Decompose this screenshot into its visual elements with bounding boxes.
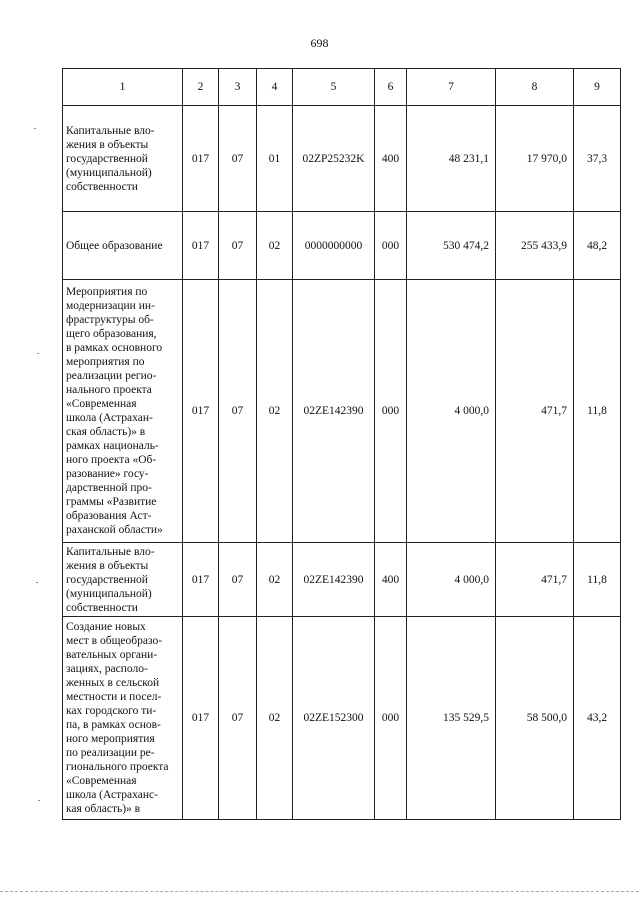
description-line: жения в объекты [66,138,149,151]
description-line: женных в сельской [66,677,160,689]
table-row [63,212,621,280]
description-line: (муниципальной) [66,587,152,600]
description-line: граммы «Развитие [66,496,157,508]
executed-amount-cell: 255 433,9 [496,212,574,280]
header-cell: 2 [183,69,219,106]
description-line: реализации регио- [66,370,157,382]
description-line: вательных органи- [66,649,158,661]
header-cell: 5 [293,69,375,106]
description-line: ках городского ти- [66,705,157,717]
description-line: зациях, располо- [66,663,148,675]
description-line: Создание новых [66,621,146,633]
plan-amount-cell: 4 000,0 [407,543,496,617]
scan-speck [37,353,39,354]
target-article-cell: 02ZE142390 [293,543,375,617]
description-line: по реализации ре- [66,747,155,759]
budget-table [62,68,621,820]
description-line: ного проекта «Об- [66,454,157,466]
description-cell [63,106,183,212]
percent-cell: 11,8 [574,280,621,543]
description-line: государственной [66,152,148,165]
ministry-code-cell: 017 [183,212,219,280]
description-line: щего образования, [66,328,157,340]
scan-speck [34,128,36,129]
executed-amount-cell: 58 500,0 [496,617,574,820]
ministry-code-cell: 017 [183,543,219,617]
description-line: в рамках основного [66,342,163,354]
target-article-cell: 02ZE152300 [293,617,375,820]
header-cell: 1 [63,69,183,106]
description-line: школа (Астраханс- [66,789,158,801]
executed-amount-cell: 17 970,0 [496,106,574,212]
expense-type-cell: 000 [375,212,407,280]
header-cell: 7 [407,69,496,106]
target-article-cell: 0000000000 [293,212,375,280]
description-line: па, в рамках основ- [66,719,161,731]
description-line: школа (Астрахан- [66,412,153,424]
table-row [63,543,621,617]
description-line: собственности [66,601,138,614]
ministry-code-cell: 017 [183,106,219,212]
table-row [63,106,621,212]
table-row [63,280,621,543]
scan-speck [36,582,38,583]
description-line: фраструктуры об- [66,314,154,326]
header-row [63,69,621,106]
description-line: собственности [66,180,138,193]
description-line: «Современная [66,775,137,787]
target-article-cell: 02ZE142390 [293,280,375,543]
ministry-code-cell: 017 [183,280,219,543]
percent-cell: 37,3 [574,106,621,212]
description-line: жения в объекты [66,559,149,572]
description-line: государственной [66,573,148,586]
table-row [63,617,621,820]
section-code-cell: 07 [219,617,257,820]
subsection-code-cell: 02 [257,543,293,617]
target-article-cell: 02ZP25232K [293,106,375,212]
description-line: рамках националь- [66,440,159,452]
header-cell: 8 [496,69,574,106]
section-code-cell: 07 [219,212,257,280]
ministry-code-cell: 017 [183,617,219,820]
header-cell: 3 [219,69,257,106]
description-line: (муниципальной) [66,166,152,179]
section-code-cell: 07 [219,543,257,617]
description-cell [63,280,183,543]
section-code-cell: 07 [219,106,257,212]
scan-speck [38,800,40,801]
header-cell: 4 [257,69,293,106]
description-line: модернизации ин- [66,300,155,312]
description-line: гионального проекта [66,761,169,773]
description-line: Капитальные вло- [66,124,155,137]
scan-edge-line [0,891,639,892]
percent-cell: 43,2 [574,617,621,820]
description-cell [63,617,183,820]
description-line: Мероприятия по [66,286,148,298]
description-line: образования Аст- [66,510,152,522]
header-cell: 6 [375,69,407,106]
expense-type-cell: 000 [375,617,407,820]
description-line: ская область)» в [66,426,146,438]
description-line: Капитальные вло- [66,545,155,558]
description-cell [63,543,183,617]
executed-amount-cell: 471,7 [496,543,574,617]
description-line: «Современная [66,398,137,410]
subsection-code-cell: 02 [257,280,293,543]
percent-cell: 11,8 [574,543,621,617]
description-line: Общее образование [66,239,163,252]
page-number: 698 [310,36,329,50]
expense-type-cell: 400 [375,543,407,617]
description-cell [63,212,183,280]
description-line: кая область)» в [66,803,141,815]
executed-amount-cell: 471,7 [496,280,574,543]
plan-amount-cell: 4 000,0 [407,280,496,543]
plan-amount-cell: 48 231,1 [407,106,496,212]
plan-amount-cell: 530 474,2 [407,212,496,280]
subsection-code-cell: 02 [257,212,293,280]
percent-cell: 48,2 [574,212,621,280]
subsection-code-cell: 01 [257,106,293,212]
description-line: раханской области» [66,524,163,536]
expense-type-cell: 000 [375,280,407,543]
description-line: дарственной про- [66,482,152,494]
description-line: мероприятия по [66,356,145,368]
section-code-cell: 07 [219,280,257,543]
expense-type-cell: 400 [375,106,407,212]
description-line: ного мероприятия [66,733,155,745]
subsection-code-cell: 02 [257,617,293,820]
description-line: нального проекта [66,384,152,396]
description-line: местности и посел- [66,691,162,703]
plan-amount-cell: 135 529,5 [407,617,496,820]
description-line: разование» госу- [66,468,149,480]
description-line: мест в общеобразо- [66,635,163,647]
header-cell: 9 [574,69,621,106]
